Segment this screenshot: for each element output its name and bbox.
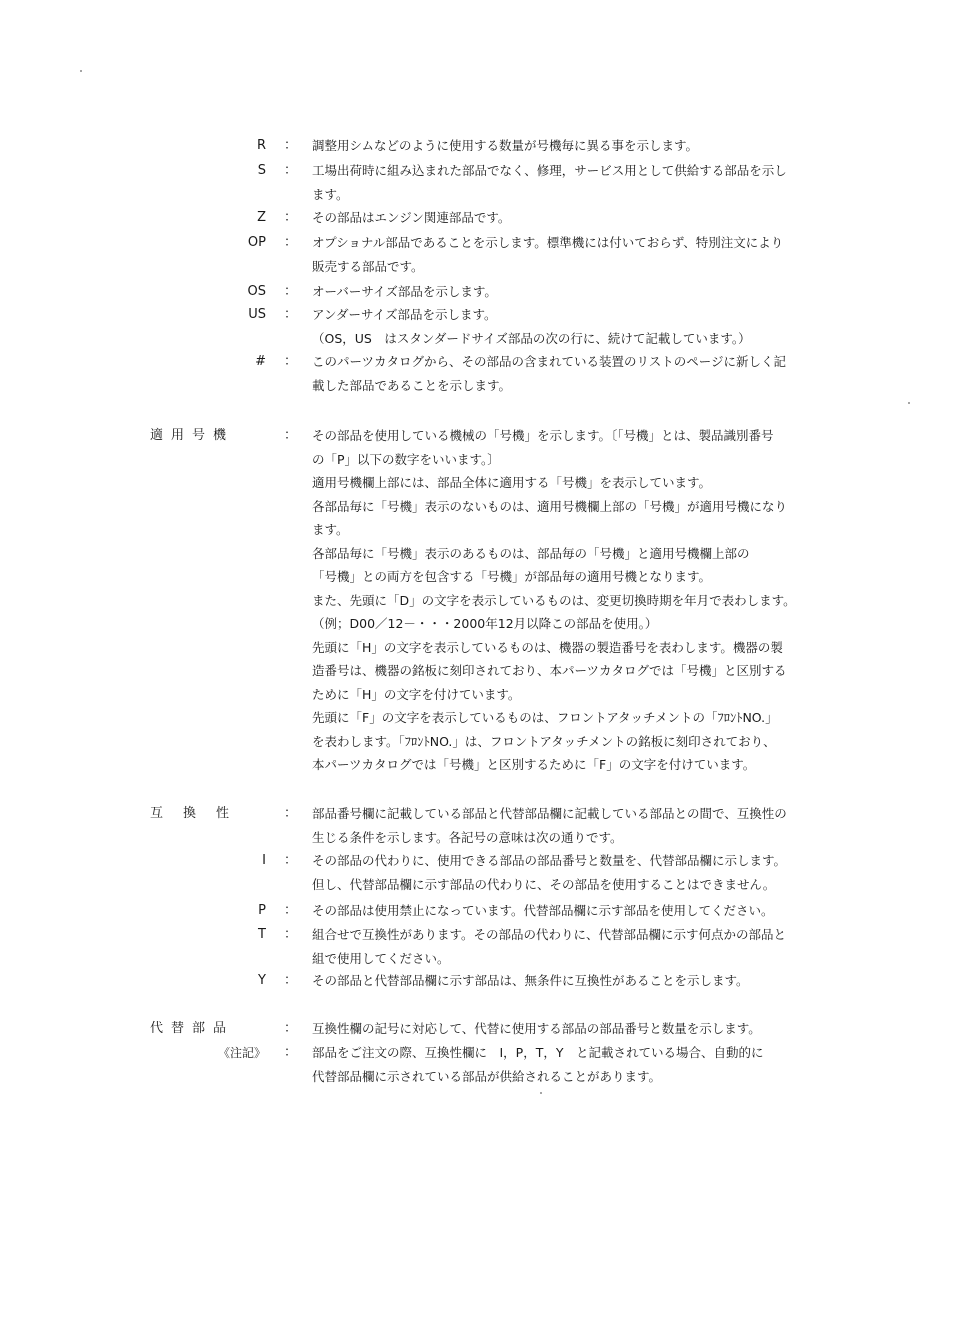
tekiyo-section-row [0, 471, 978, 495]
tekiyo-section-row [0, 659, 978, 683]
tekiyo-section-text: 先頭に「H」の文字を表示しているものは、機器の製造番号を表わします。機器の製 [312, 639, 783, 655]
code-entry-5-text: アンダーサイズ部品を示します。 [312, 307, 497, 322]
daitai-note-label: 《注記》 [217, 1046, 266, 1060]
code-entry-4-colon: ： [284, 284, 298, 299]
gokan-code-3-label: Y [258, 973, 266, 988]
gokan-code-2-colon: ： [284, 927, 298, 942]
tekiyo-section-text: 先頭に「F」の文字を表示しているものは、フロントアタッチメントの「ﾌﾛﾝﾄNO.」 [312, 710, 778, 725]
gokan-code-1-colon: ： [284, 903, 298, 918]
code-entry-5-row [0, 327, 978, 351]
gokan-section-text: 部品番号欄に記載している部品と代替部品欄に記載している部品との間で、互換性の [312, 806, 787, 821]
daitai-note-text: 代替部品欄に示されている部品が供給されることがあります。 [312, 1068, 662, 1084]
code-entry-6-label: # [255, 354, 266, 369]
gokan-section-row [0, 826, 978, 850]
tekiyo-section-row [0, 589, 978, 613]
tekiyo-section-row [0, 542, 978, 566]
code-entry-3-label: OP [247, 235, 266, 250]
code-entry-5-text: （OS，US はスタンダードサイズ部品の次の行に、続けて記載しています。） [312, 330, 751, 346]
gokan-code-2-text: 組合せで互換性があります。その部品の代わりに、代替部品欄に示す何点かの部品と [312, 927, 787, 942]
code-entry-4-label: OS [247, 284, 266, 299]
code-entry-6-text: 載した部品であることを示します。 [312, 377, 512, 393]
gokan-section-colon: ： [284, 806, 298, 821]
daitai-note-row [0, 1041, 978, 1065]
tekiyo-section-text: 造番号は、機器の銘板に刻印されており、本パーツカタログでは「号機」と区別する [312, 663, 787, 678]
tekiyo-section-row [0, 518, 978, 542]
gokan-code-0-text: その部品の代わりに、使用できる部品の部品番号と数量を、代替部品欄に示します。 [312, 853, 787, 868]
daitai-note-text: 部品をご注文の際、互換性欄に I，P，T，Y と記載されている場合、自動的に [312, 1045, 764, 1060]
code-entry-5-label: US [248, 307, 266, 322]
code-entry-3-text: 販売する部品です。 [312, 258, 424, 274]
tekiyo-section-row [0, 636, 978, 660]
tekiyo-section-colon: ： [284, 428, 298, 443]
tekiyo-section-row [0, 706, 978, 730]
code-entry-0-label: R [256, 138, 266, 153]
tekiyo-section-text: 各部品毎に「号機」表示のないものは、適用号機欄上部の「号機」が適用号機になり [312, 498, 788, 514]
gokan-code-0-row [0, 873, 978, 897]
code-entry-3-colon: ： [284, 235, 298, 250]
tekiyo-section-text: ために「H」の文字を付けています。 [312, 686, 521, 702]
speck [80, 70, 82, 72]
gokan-code-2-row [0, 923, 978, 947]
code-entry-4-text: オーバーサイズ部品を示します。 [312, 284, 497, 299]
daitai-section-text: 互換性欄の記号に対応して、代替に使用する部品の部品番号と数量を示します。 [312, 1021, 761, 1036]
code-entry-6-text: このパーツカタログから、その部品の含まれている装置のリストのページに新しく記 [312, 354, 787, 369]
daitai-section-colon: ： [284, 1021, 298, 1036]
gokan-code-0-row [0, 849, 978, 873]
tekiyo-section-row [0, 448, 978, 472]
gokan-code-2-row [0, 947, 978, 971]
tekiyo-section-row [0, 612, 978, 636]
code-entry-3-row [0, 231, 978, 255]
tekiyo-section-text: また、先頭に「D」の文字を表示しているものは、変更切換時期を年月で表わします。 [312, 592, 796, 608]
gokan-code-0-colon: ： [284, 853, 298, 868]
tekiyo-section-text: ます。 [312, 522, 349, 537]
code-entry-3-text: オプショナル部品であることを示します。標準機には付いておらず、特別注文により [312, 235, 784, 250]
tekiyo-section-text: （例；D00／12－・・・2000年12月以降この部品を使用。） [312, 616, 658, 631]
code-entry-4-row [0, 280, 978, 304]
tekiyo-section-row [0, 753, 978, 777]
tekiyo-section-row [0, 565, 978, 589]
gokan-code-1-row [0, 899, 978, 923]
code-entry-0-text: 調整用シムなどのように使用する数量が号機毎に異る事を示します。 [312, 138, 699, 153]
gokan-section-row [0, 802, 978, 826]
code-entry-2-label: Z [257, 210, 266, 225]
speck [540, 1092, 542, 1094]
code-entry-1-text: 工場出荷時に組み込まれた部品でなく、修理，サービス用として供給する部品を示し [312, 163, 787, 178]
daitai-section-label: 代替部品 [150, 1021, 235, 1036]
code-entry-1-row [0, 159, 978, 183]
tekiyo-section-text: 適用号機欄上部には、部品全体に適用する「号機」を表示しています。 [312, 475, 712, 490]
gokan-code-0-label: I [262, 853, 266, 868]
code-entry-6-row [0, 374, 978, 398]
code-entry-1-colon: ： [284, 163, 298, 178]
code-entry-2-row [0, 206, 978, 230]
daitai-section-row [0, 1017, 978, 1041]
gokan-code-1-label: P [258, 903, 266, 918]
tekiyo-section-text: を表わします。「ﾌﾛﾝﾄNO.」は、フロントアタッチメントの銘板に刻印されており、 [312, 733, 776, 749]
tekiyo-section-row [0, 495, 978, 519]
code-entry-0-row [0, 134, 978, 158]
gokan-code-0-text: 但し、代替部品欄に示す部品の代わりに、その部品を使用することはできません。 [312, 876, 776, 892]
gokan-section-text: 生じる条件を示します。各記号の意味は次の通りです。 [312, 829, 623, 845]
tekiyo-section-row [0, 730, 978, 754]
tekiyo-section-text: 各部品毎に「号機」表示のあるものは、部品毎の「号機」と適用号機欄上部の [312, 545, 750, 561]
daitai-note-colon: ： [284, 1045, 298, 1060]
gokan-code-2-label: T [258, 927, 266, 942]
code-entry-1-row [0, 183, 978, 207]
code-entry-3-row [0, 255, 978, 279]
code-entry-1-label: S [257, 163, 266, 178]
tekiyo-section-text: その部品を使用している機械の「号機」を示します。〔「号機」とは、製品識別番号 [312, 428, 774, 443]
gokan-section-label: 互換性 [150, 806, 250, 821]
speck [908, 402, 910, 404]
daitai-note-row [0, 1065, 978, 1089]
code-entry-5-row [0, 303, 978, 327]
tekiyo-section-label: 適用号機 [150, 428, 235, 443]
code-entry-0-colon: ： [284, 138, 298, 153]
tekiyo-section-row [0, 424, 978, 448]
tekiyo-section-text: 「号機」との両方を包含する「号機」が部品毎の適用号機となります。 [312, 569, 712, 584]
gokan-code-3-text: その部品と代替部品欄に示す部品は、無条件に互換性があることを示します。 [312, 973, 749, 988]
gokan-code-1-text: その部品は使用禁止になっています。代替部品欄に示す部品を使用してください。 [312, 903, 774, 918]
code-entry-5-colon: ： [284, 307, 298, 322]
code-entry-2-text: その部品はエンジン関連部品です。 [312, 210, 511, 225]
gokan-code-2-text: 組で使用してください。 [312, 950, 450, 966]
code-entry-2-colon: ： [284, 210, 298, 225]
code-entry-6-row [0, 350, 978, 374]
tekiyo-section-text: 本パーツカタログでは「号機」と区別するために「F」の文字を付けています。 [312, 757, 756, 772]
tekiyo-section-row [0, 683, 978, 707]
tekiyo-section-text: の「P」以下の数字をいいます。〕 [312, 451, 500, 467]
gokan-code-3-row [0, 969, 978, 993]
gokan-code-3-colon: ： [284, 973, 298, 988]
code-entry-6-colon: ： [284, 354, 298, 369]
code-entry-1-text: ます。 [312, 186, 349, 202]
